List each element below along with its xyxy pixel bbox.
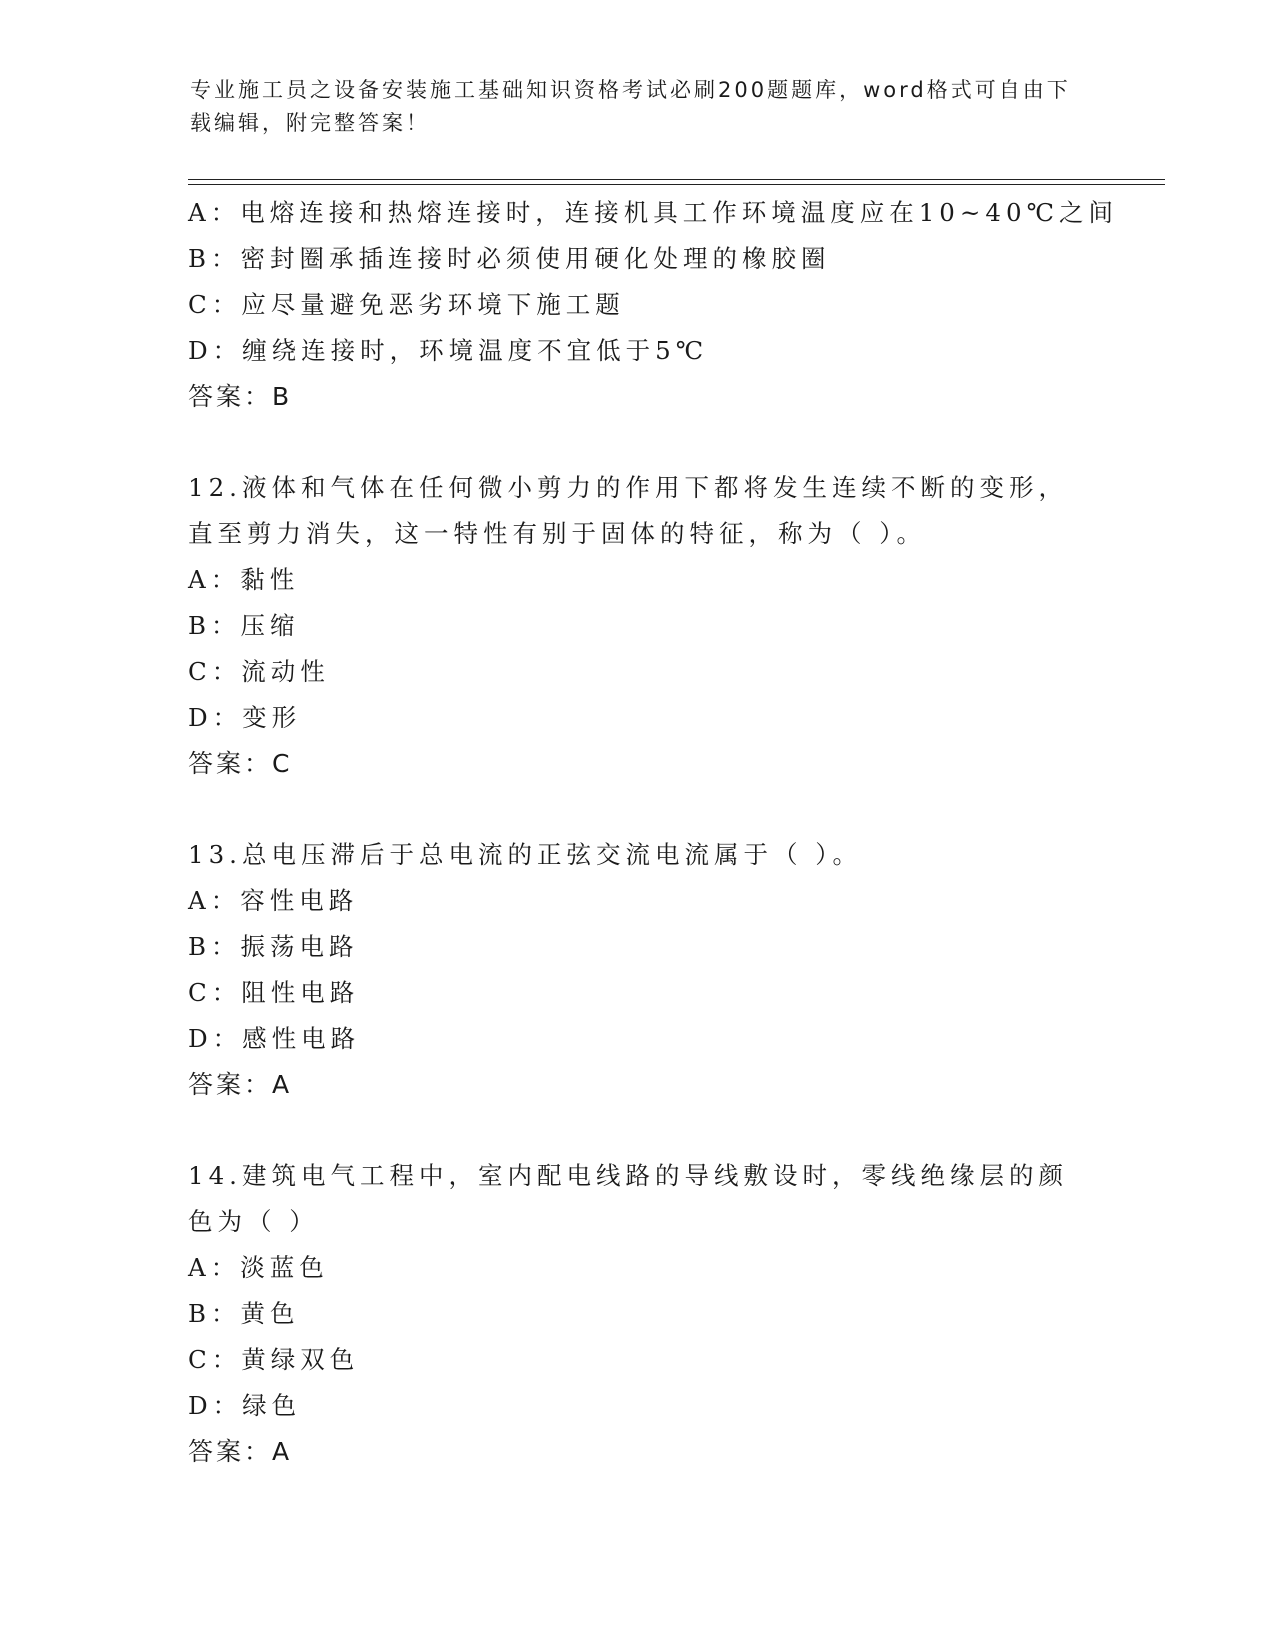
option-b: B：黄色 [188, 1299, 300, 1328]
option-c: C：流动性 [188, 657, 330, 686]
question-12 [188, 465, 1088, 787]
question-13 [188, 832, 1088, 1108]
option-a: A：淡蓝色 [188, 1253, 329, 1282]
question-14 [188, 1153, 1088, 1475]
option-d: D：缠绕连接时，环境温度不宜低于5℃ [188, 336, 709, 365]
question-text: 13.总电压滞后于总电流的正弦交流电流属于（ ）。 [188, 840, 862, 869]
question-11 [188, 190, 1118, 420]
option-b: B：压缩 [188, 611, 300, 640]
header-divider-bottom [188, 184, 1165, 185]
question-text: 12.液体和气体在任何微小剪力的作用下都将发生连续不断的变形，直至剪力消失，这一特性有别于固体的特征，称为（ ）。 [188, 473, 1068, 548]
document-header: 专业施工员之设备安装施工基础知识资格考试必刷200题题库，word格式可自由下载编辑，附完整答案！ [190, 78, 1071, 135]
option-c: C：阻性电路 [188, 978, 360, 1007]
answer-label: 答案：B [188, 382, 293, 411]
option-a: A：容性电路 [188, 886, 359, 915]
option-a: A：黏性 [188, 565, 300, 594]
answer-label: 答案：A [188, 1070, 293, 1099]
option-d: D：感性电路 [188, 1024, 361, 1053]
option-d: D：绿色 [188, 1391, 302, 1420]
option-c: C：应尽量避免恶劣环境下施工题 [188, 290, 625, 319]
option-c: C：黄绿双色 [188, 1345, 360, 1374]
option-b: B：密封圈承插连接时必须使用硬化处理的橡胶圈 [188, 244, 831, 273]
option-d: D：变形 [188, 703, 302, 732]
option-a: A：电熔连接和热熔连接时，连接机具工作环境温度应在10~40℃之间 [188, 198, 1118, 227]
question-list [188, 190, 1118, 1475]
answer-label: 答案：C [188, 749, 293, 778]
header-divider-top [188, 179, 1165, 180]
answer-label: 答案：A [188, 1437, 293, 1466]
question-text: 14.建筑电气工程中，室内配电线路的导线敷设时，零线绝缘层的颜色为（ ） [188, 1161, 1068, 1236]
option-b: B：振荡电路 [188, 932, 359, 961]
